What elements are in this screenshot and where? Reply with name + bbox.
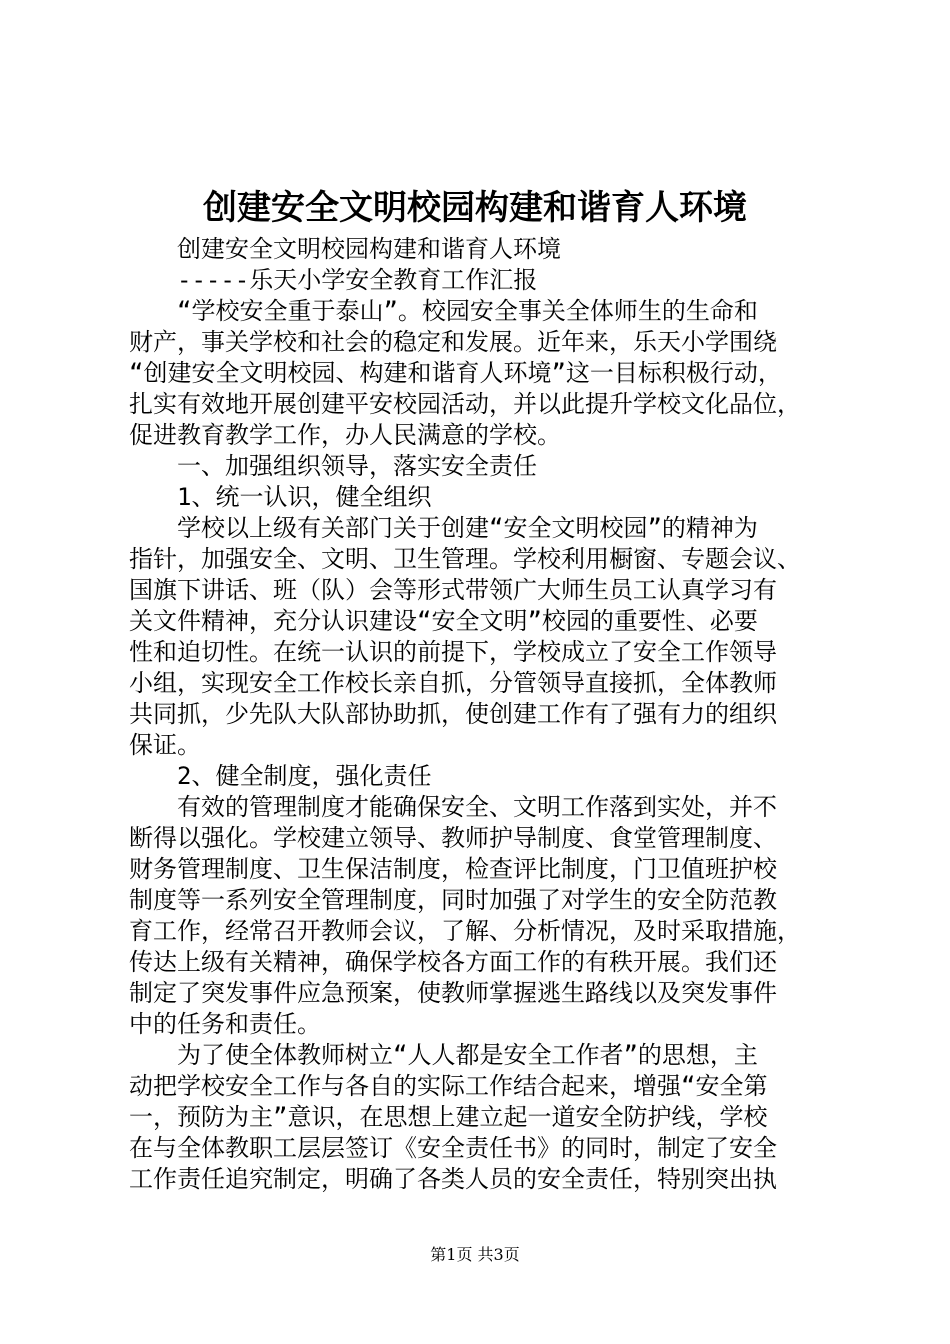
body-line: 2、健全制度，强化责任 <box>129 762 432 790</box>
body-line: 财产，事关学校和社会的稳定和发展。近年来，乐天小学围绕 <box>129 328 777 356</box>
body-line: 财务管理制度、卫生保洁制度，检查评比制度，门卫值班护校 <box>129 855 777 883</box>
body-line: 性和迫切性。在统一认识的前提下，学校成立了安全工作领导 <box>129 638 777 666</box>
body-line: 保证。 <box>129 731 201 759</box>
body-line: 创建安全文明校园构建和谐育人环境 <box>129 235 561 263</box>
body-line: 动把学校安全工作与各自的实际工作结合起来，增强“安全第 <box>129 1072 768 1100</box>
body-line: 促进教育教学工作，办人民满意的学校。 <box>129 421 561 449</box>
body-line: 一、加强组织领导，落实安全责任 <box>129 452 537 480</box>
body-line: 制度等一系列安全管理制度，同时加强了对学生的安全防范教 <box>129 886 777 914</box>
document-title: 创建安全文明校园构建和谐育人环境 <box>203 188 747 228</box>
body-line: 国旗下讲话、班（队）会等形式带领广大师生员工认真学习有 <box>129 576 777 604</box>
body-line: 学校以上级有关部门关于创建“安全文明校园”的精神为 <box>129 514 758 542</box>
body-line: 育工作，经常召开教师会议，了解、分析情况，及时采取措施， <box>129 917 801 945</box>
body-line: 为了使全体教师树立“人人都是安全工作者”的思想，主 <box>129 1041 758 1069</box>
body-line: 1、统一认识，健全组织 <box>129 483 432 511</box>
body-line: 扎实有效地开展创建平安校园活动，并以此提升学校文化品位， <box>129 390 801 418</box>
body-line: 关文件精神，充分认识建设“安全文明”校园的重要性、必要 <box>129 607 758 635</box>
body-line: 断得以强化。学校建立领导、教师护导制度、食堂管理制度、 <box>129 824 777 852</box>
body-line: 小组，实现安全工作校长亲自抓，分管领导直接抓，全体教师 <box>129 669 777 697</box>
body-line: -----乐天小学安全教育工作汇报 <box>129 266 538 294</box>
body-line: “学校安全重于泰山”。校园安全事关全体师生的生命和 <box>129 297 758 325</box>
body-line: 中的任务和责任。 <box>129 1010 321 1038</box>
body-line: 一，预防为主”意识，在思想上建立起一道安全防护线，学校 <box>129 1103 768 1131</box>
body-line: 指针，加强安全、文明、卫生管理。学校利用橱窗、专题会议、 <box>129 545 801 573</box>
body-line: “创建安全文明校园、构建和谐育人环境”这一目标积极行动， <box>129 359 782 387</box>
body-line: 有效的管理制度才能确保安全、文明工作落到实处，并不 <box>129 793 777 821</box>
body-line: 共同抓，少先队大队部协助抓，使创建工作有了强有力的组织 <box>129 700 777 728</box>
body-line: 在与全体教职工层层签订《安全责任书》的同时，制定了安全 <box>129 1134 777 1162</box>
document-body <box>129 234 831 1195</box>
body-line: 制定了突发事件应急预案，使教师掌握逃生路线以及突发事件 <box>129 979 777 1007</box>
body-line: 工作责任追究制定，明确了各类人员的安全责任，特别突出执 <box>129 1165 777 1193</box>
page-footer: 第1页 共3页 <box>430 1245 520 1264</box>
body-line: 传达上级有关精神，确保学校各方面工作的有秩开展。我们还 <box>129 948 777 976</box>
